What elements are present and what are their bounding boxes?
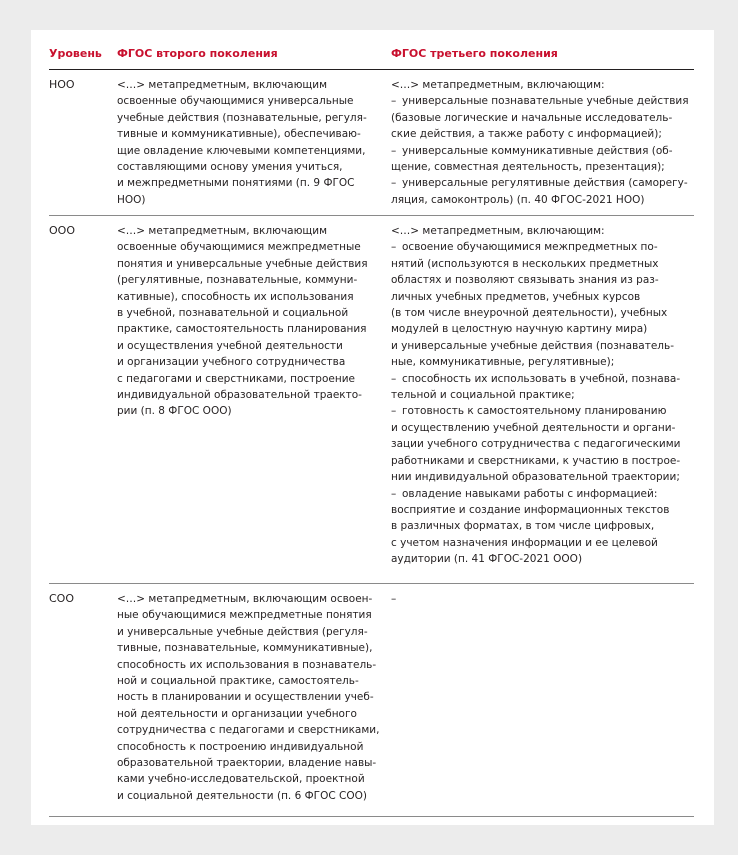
level-cell: ООО — [49, 224, 75, 237]
text-line: восприятие и создание информационных текстов — [391, 503, 670, 516]
bullet-item: – овладение навыками работы с информацией: — [391, 486, 694, 502]
text-line: и универсальные учебные действия (регуля- — [117, 625, 368, 638]
text-line: ками учебно-исследовательской, проектной — [117, 773, 365, 786]
gen3-cell — [391, 591, 694, 607]
header-level: Уровень — [49, 47, 102, 60]
text-line: индивидуальной образовательной траекто- — [117, 389, 362, 402]
text-line: (базовые логические и начальные исследователь- — [391, 111, 673, 124]
text-line: освоенные обучающимися универсальные — [117, 95, 354, 108]
bullet-item: – универсальные регулятивные действия (саморегу- — [391, 175, 694, 191]
text-line: работниками и сверстниками, к участию в построе- — [391, 454, 681, 467]
text-line: тивные, познавательные, коммуникативные), — [117, 642, 373, 655]
text-line: <…> метапредметным, включающим — [117, 79, 328, 91]
text-line: и осуществления учебной деятельности — [117, 339, 343, 352]
text-line: тивные и коммуникативные), обеспечиваю- — [117, 128, 361, 141]
text-line: щие овладение ключевыми компетенциями, — [117, 144, 366, 157]
text-line: с педагогами и сверстниками, построение — [117, 372, 356, 385]
text-line: составляющими основу умения учиться, — [117, 161, 343, 174]
text-line: <…> метапредметным, включающим освоен- — [117, 593, 373, 605]
text-line: образовательной траектории, владение навы- — [117, 757, 377, 770]
text-line: кативные), способность их использования — [117, 290, 354, 303]
gen3-cell — [391, 77, 694, 208]
bullet-item: – универсальные коммуникативные действия (об- — [391, 143, 694, 159]
text-line: нятий (используются в нескольких предметных — [391, 257, 659, 270]
text-line: учебные действия (познавательные, регуля- — [117, 111, 367, 124]
text-line: освоенные обучающимися межпредметные — [117, 241, 361, 254]
text-line: и социальной деятельности (п. 6 ФГОС СОО) — [117, 789, 367, 802]
level-cell: СОО — [49, 592, 74, 605]
table-row — [49, 216, 694, 584]
text-line: тельной и социальной практике; — [391, 389, 575, 402]
text-line: ляция, самоконтроль) (п. 40 ФГОС-2021 НОО) — [391, 193, 645, 206]
bullet-item: – универсальные познавательные учебные действия — [391, 93, 694, 109]
text-line: модулей в целостную научную картину мира) — [391, 323, 648, 336]
gen3-cell — [391, 223, 694, 568]
text-line: в различных форматах, в том числе цифровых, — [391, 520, 655, 533]
text-line: ной и социальной практике, самостоятель- — [117, 675, 359, 688]
text-line: и осуществлению учебной деятельности и органи- — [391, 421, 676, 434]
text-line: с учетом назначения информации и ее целевой — [391, 536, 658, 549]
table-header — [49, 30, 694, 70]
text-line: ной деятельности и организации учебного — [117, 707, 357, 720]
text-line: способность к построению индивидуальной — [117, 740, 364, 753]
gen2-cell — [117, 223, 379, 420]
text-line: <…> метапредметным, включающим: — [391, 79, 605, 91]
text-line: сотрудничества с педагогами и сверстниками, — [117, 724, 380, 737]
text-line: рии (п. 8 ФГОС ООО) — [117, 405, 232, 418]
text-line: щение, совместная деятельность, презентация); — [391, 161, 665, 174]
table-row — [49, 70, 694, 216]
text-line: личных учебных предметов, учебных курсов — [391, 290, 641, 303]
gen2-cell — [117, 591, 379, 804]
text-line: ные обучающимися межпредметные понятия — [117, 609, 372, 622]
text-line: <…> метапредметным, включающим: — [391, 225, 605, 237]
text-line: зации учебного сотрудничества с педагогическими — [391, 438, 681, 451]
text-line: и универсальные учебные действия (познаватель- — [391, 339, 674, 352]
level-cell: НОО — [49, 78, 75, 91]
text-line: нии индивидуальной образовательной траектории; — [391, 471, 680, 484]
text-line: ские действия, а также работу с информацией); — [391, 128, 662, 141]
comparison-table — [49, 30, 694, 817]
text-line: аудитории (п. 41 ФГОС-2021 ООО) — [391, 553, 583, 566]
text-line: <…> метапредметным, включающим — [117, 225, 328, 237]
text-line: ные, коммуникативные, регулятивные); — [391, 356, 615, 369]
text-line: способность их использования в познаватель- — [117, 658, 377, 671]
header-gen2: ФГОС второго поколения — [117, 47, 278, 60]
text-line: НОО) — [117, 193, 146, 206]
gen2-cell — [117, 77, 379, 208]
text-line: (регулятивные, познавательные, коммуни- — [117, 274, 358, 287]
table-row — [49, 584, 694, 817]
bullet-item: – освоение обучающимися межпредметных по- — [391, 239, 694, 255]
bullet-item: – способность их использовать в учебной, познава- — [391, 371, 694, 387]
text-line: и организации учебного сотрудничества — [117, 356, 346, 369]
text-line: областях и позволяют связывать знания из раз- — [391, 274, 659, 287]
text-line: понятия и универсальные учебные действия — [117, 257, 368, 270]
text-line: и межпредметными понятиями (п. 9 ФГОС — [117, 177, 355, 190]
text-line: – — [391, 593, 397, 605]
text-line: в учебной, познавательной и социальной — [117, 307, 349, 320]
table-body — [49, 70, 694, 817]
text-line: ность в планировании и осуществлении учеб- — [117, 691, 374, 704]
text-line: (в том числе внеурочной деятельности), учебных — [391, 307, 668, 320]
document-page — [31, 30, 714, 825]
text-line: практике, самостоятельность планирования — [117, 323, 367, 336]
bullet-item: – готовность к самостоятельному планированию — [391, 403, 694, 419]
header-gen3: ФГОС третьего поколения — [391, 47, 558, 60]
